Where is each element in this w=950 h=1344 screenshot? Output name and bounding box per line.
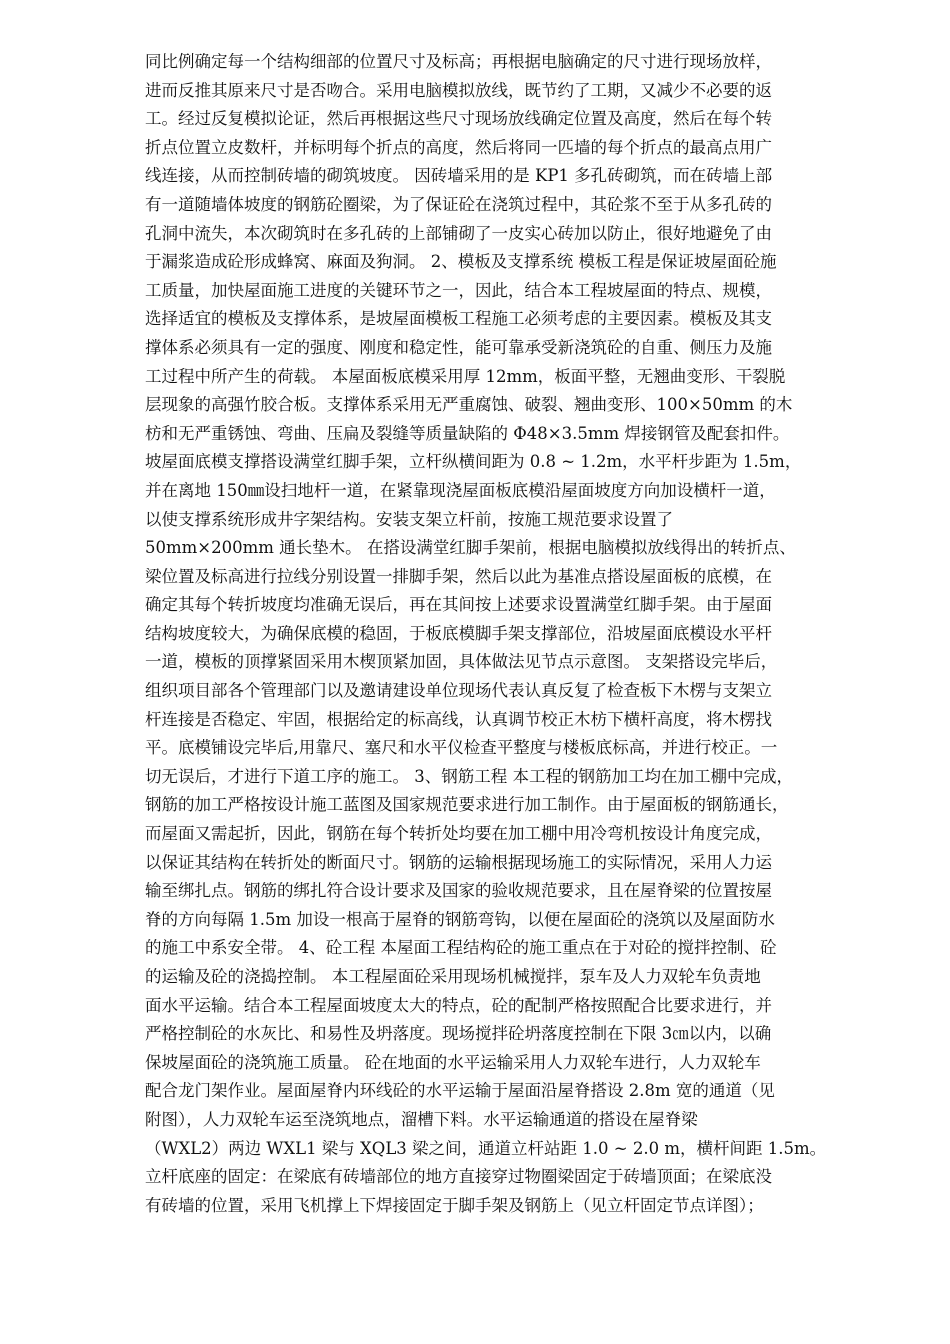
text-line: 脊的方向每隔 1.5m 加设一根高于屋脊的钢筋弯钩，以便在屋面砼的浇筑以及屋面防水 bbox=[145, 909, 775, 929]
text-line: 面水平运输。结合本工程屋面坡度太大的特点，砼的配制严格按照配合比要求进行，并 bbox=[145, 995, 772, 1015]
text-line: 工质量，加快屋面施工进度的关键环节之一，因此，结合本工程坡屋面的特点、规模， bbox=[145, 280, 772, 300]
text-line: 进而反推其原来尺寸是否吻合。采用电脑模拟放线，既节约了工期，又减少不必要的返 bbox=[145, 80, 772, 100]
text-line: 折点位置立皮数杆，并标明每个折点的高度，然后将同一匹墙的每个折点的最高点用广 bbox=[145, 137, 772, 157]
text-line: 孔洞中流失，本次砌筑时在多孔砖的上部铺砌了一皮实心砖加以防止，很好地避免了由 bbox=[145, 223, 772, 243]
body-text bbox=[145, 48, 895, 1220]
text-line: 保坡屋面砼的浇筑施工质量。 砼在地面的水平运输采用人力双轮车进行，人力双轮车 bbox=[145, 1052, 761, 1072]
text-line: 钢筋的加工严格按设计施工蓝图及国家规范要求进行加工制作。由于屋面板的钢筋通长， bbox=[145, 795, 789, 815]
text-line: 附图），人力双轮车运至浇筑地点，溜槽下料。水平运输通道的搭设在屋脊梁 bbox=[145, 1109, 698, 1129]
text-line: 立杆底座的固定：在梁底有砖墙部位的地方直接穿过物圈梁固定于砖墙顶面；在梁底没 bbox=[145, 1167, 772, 1187]
text-line: 输至绑扎点。钢筋的绑扎符合设计要求及国家的验收规范要求，且在屋脊梁的位置按屋 bbox=[145, 881, 772, 901]
text-line: 结构坡度较大，为确保底模的稳固，于板底模脚手架支撑部位，沿坡屋面底模设水平杆 bbox=[145, 623, 772, 643]
text-line: 有砖墙的位置，采用飞机撑上下焊接固定于脚手架及钢筋上（见立杆固定节点详图）； bbox=[145, 1195, 764, 1215]
text-line: 梁位置及标高进行拉线分别设置一排脚手架，然后以此为基准点搭设屋面板的底模，在 bbox=[145, 566, 772, 586]
text-line: 而屋面又需起折，因此，钢筋在每个转折处均要在加工棚中用冷弯机按设计角度完成， bbox=[145, 824, 772, 844]
text-line: 确定其每个转折坡度均准确无误后，再在其间按上述要求设置满堂红脚手架。由于屋面 bbox=[145, 595, 772, 615]
text-line: 一道，模板的顶撑紧固采用木楔顶紧加固，具体做法见节点示意图。 支架搭设完毕后， bbox=[145, 652, 778, 672]
text-line: 线连接，从而控制砖墙的砌筑坡度。 因砖墙采用的是 KP1 多孔砖砌筑，而在砖墙上部 bbox=[145, 166, 773, 186]
text-line: 配合龙门架作业。屋面屋脊内环线砼的水平运输于屋面沿屋脊搭设 2.8m 宽的通道（见 bbox=[145, 1081, 775, 1101]
text-line: 有一道随墙体坡度的钢筋砼圈梁，为了保证砼在浇筑过程中，其砼浆不至于从多孔砖的 bbox=[145, 194, 772, 214]
text-line: 枋和无严重锈蚀、弯曲、压扁及裂缝等质量缺陷的 Φ48×3.5mm 焊接钢管及配套扣件。 bbox=[145, 423, 790, 443]
text-line: 的运输及砼的浇捣控制。 本工程屋面砼采用现场机械搅拌，泵车及人力双轮车负责地 bbox=[145, 967, 761, 986]
text-line: 层现象的高强竹胶合板。支撑体系采用无严重腐蚀、破裂、翘曲变形、100×50mm 的木 bbox=[145, 395, 793, 415]
text-line: 撑体系必须具有一定的强度、刚度和稳定性，能可靠承受新浇筑砼的自重、侧压力及施 bbox=[145, 337, 772, 357]
text-line: 严格控制砼的水灰比、和易性及坍落度。现场搅拌砼坍落度控制在下限 3㎝以内，以确 bbox=[145, 1024, 772, 1044]
text-line: 杆连接是否稳定、牢固，根据给定的标高线，认真调节校正木枋下横杆高度，将木楞找 bbox=[145, 709, 772, 729]
text-line: （WXL2）两边 WXL1 梁与 XQL3 梁之间，通道立杆站距 1.0 ~ 2.0 m，横杆间距 1.5m。 bbox=[145, 1138, 827, 1158]
text-line: 同比例确定每一个结构细部的位置尺寸及标高；再根据电脑确定的尺寸进行现场放样， bbox=[145, 52, 772, 71]
text-line: 平。底模铺设完毕后,用靠尺、塞尺和水平仪检查平整度与楼板底标高，并进行校正。一 bbox=[145, 738, 778, 758]
text-line: 坡屋面底模支撑搭设满堂红脚手架，立杆纵横间距为 0.8 ~ 1.2m，水平杆步距为 1.5m， bbox=[145, 452, 802, 472]
text-line: 并在离地 150㎜设扫地杆一道，在紧靠现浇屋面板底模沿屋面坡度方向加设横杆一道， bbox=[145, 480, 776, 500]
text-line: 工。经过反复模拟论证，然后再根据这些尺寸现场放线确定位置及高度，然后在每个转 bbox=[145, 109, 772, 129]
text-line: 的施工中系安全带。 4、砼工程 本屋面工程结构砼的施工重点在于对砼的搅拌控制、砼 bbox=[145, 938, 777, 958]
text-line: 选择适宜的模板及支撑体系，是坡屋面模板工程施工必须考虑的主要因素。模板及其支 bbox=[145, 309, 772, 329]
text-line: 组织项目部各个管理部门以及邀请建设单位现场代表认真反复了检查板下木楞与支架立 bbox=[145, 681, 772, 701]
text-line: 工过程中所产生的荷载。 本屋面板底模采用厚 12mm，板面平整，无翘曲变形、干裂脱 bbox=[145, 366, 786, 386]
text-line: 50mm×200mm 通长垫木。 在搭设满堂红脚手架前，根据电脑模拟放线得出的转折点、 bbox=[145, 538, 796, 558]
text-line: 于漏浆造成砼形成蜂窝、麻面及狗洞。 2、模板及支撑系统 模板工程是保证坡屋面砼施 bbox=[145, 252, 777, 272]
text-line: 以保证其结构在转折处的断面尺寸。钢筋的运输根据现场施工的实际情况，采用人力运 bbox=[145, 852, 772, 872]
text-line: 以使支撑系统形成井字架结构。安装支架立杆前，按施工规范要求设置了 bbox=[145, 509, 673, 529]
text-line: 切无误后，才进行下道工序的施工。 3、钢筋工程 本工程的钢筋加工均在加工棚中完成， bbox=[145, 766, 793, 786]
